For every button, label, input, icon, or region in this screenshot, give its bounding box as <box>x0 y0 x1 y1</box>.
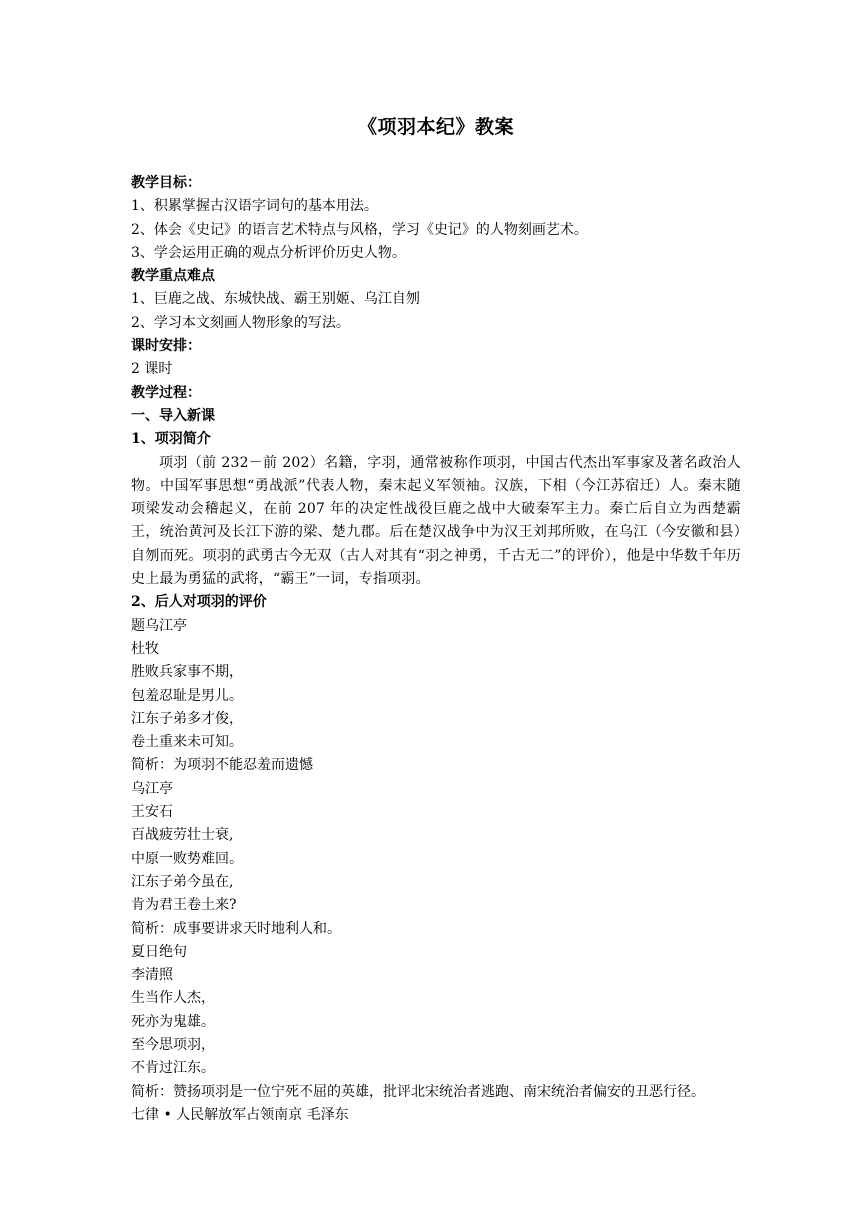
poem-line: 卷土重来未可知。 <box>131 734 243 751</box>
poem-line: 不肯过江东。 <box>131 1060 215 1077</box>
poem-title: 夏日绝句 <box>131 943 187 960</box>
poem-line: 百战疲劳壮士衰, <box>131 827 234 844</box>
goal-item: 1、积累掌握古汉语字词句的基本用法。 <box>131 198 378 215</box>
schedule-heading: 课时安排： <box>131 338 201 355</box>
poem-analysis: 简析：赞扬项羽是一位宁死不屈的英雄，批评北宋统治者逃跑、南宋统治者偏安的丑恶行径。 <box>131 1083 705 1100</box>
poem-line: 江东子弟今虽在, <box>131 873 234 890</box>
poem-line: 包羞忍耻是男儿。 <box>131 687 243 704</box>
document-page <box>131 114 741 1127</box>
section-heading: 一、导入新课 <box>131 407 215 424</box>
key-points-heading: 教学重点难点 <box>131 268 215 285</box>
poem-title: 七律 • 人民解放军占领南京 毛泽东 <box>131 1106 349 1123</box>
goal-item: 2、体会《史记》的语言艺术特点与风格，学习《史记》的人物刻画艺术。 <box>131 221 588 238</box>
key-point-item: 2、学习本文刻画人物形象的写法。 <box>131 314 350 331</box>
poem-line: 生当作人杰， <box>131 990 215 1007</box>
document-title: 《项羽本纪》教案 <box>357 116 514 138</box>
poem-line: 江东子弟多才俊， <box>131 710 243 727</box>
subsection-heading: 1、项羽简介 <box>131 431 211 448</box>
poem-title: 乌江亭 <box>131 780 173 797</box>
subsection-heading: 2、后人对项羽的评价 <box>131 594 267 611</box>
poem-line: 死亦为鬼雄。 <box>131 1013 215 1030</box>
goal-item: 3、学会运用正确的观点分析评价历史人物。 <box>131 244 406 261</box>
poem-author: 李清照 <box>131 967 173 984</box>
poem-analysis: 简析：成事要讲求天时地利人和。 <box>131 920 341 937</box>
poem-author: 王安石 <box>131 804 173 821</box>
goals-heading: 教学目标： <box>131 175 201 191</box>
process-heading: 教学过程： <box>131 384 201 401</box>
poem-line: 肯为君王卷土来? <box>131 897 237 914</box>
poem-line: 胜败兵家事不期， <box>131 664 243 681</box>
poem-analysis: 简析：为项羽不能忍羞而遗憾 <box>131 757 313 774</box>
poem-title: 题乌江亭 <box>131 617 187 634</box>
poem-line: 中原一败势难回。 <box>131 850 243 867</box>
poem-author: 杜牧 <box>131 640 159 657</box>
key-point-item: 1、巨鹿之战、东城快战、霸王别姬、乌江自刎 <box>131 291 420 308</box>
biography-paragraph: 项羽（前 232－前 202）名籍，字羽，通常被称作项羽，中国古代杰出军事家及著名政治人物。中国军事思想“勇战派”代表人物，秦末起义军领袖。汉族，下相（今江苏宿迁）人。秦末随项梁发动会稽起义，在前 207 年的决定性战役巨鹿之战中大破秦军主力。秦亡后自立为西楚霸王，统治黄河及长江下游的梁、楚九郡。后在楚汉战争中为汉王刘邦所败，在乌江（今安徽和县）自刎而死。项羽的武勇古今无双（古人对其有“羽之神勇，千古无二”的评价），他是中华数千年历史上最为勇猛的武将，“霸王”一词，专指项羽。 <box>131 454 741 588</box>
schedule-value: 2 课时 <box>131 361 173 378</box>
poem-line: 至今思项羽， <box>131 1036 215 1053</box>
